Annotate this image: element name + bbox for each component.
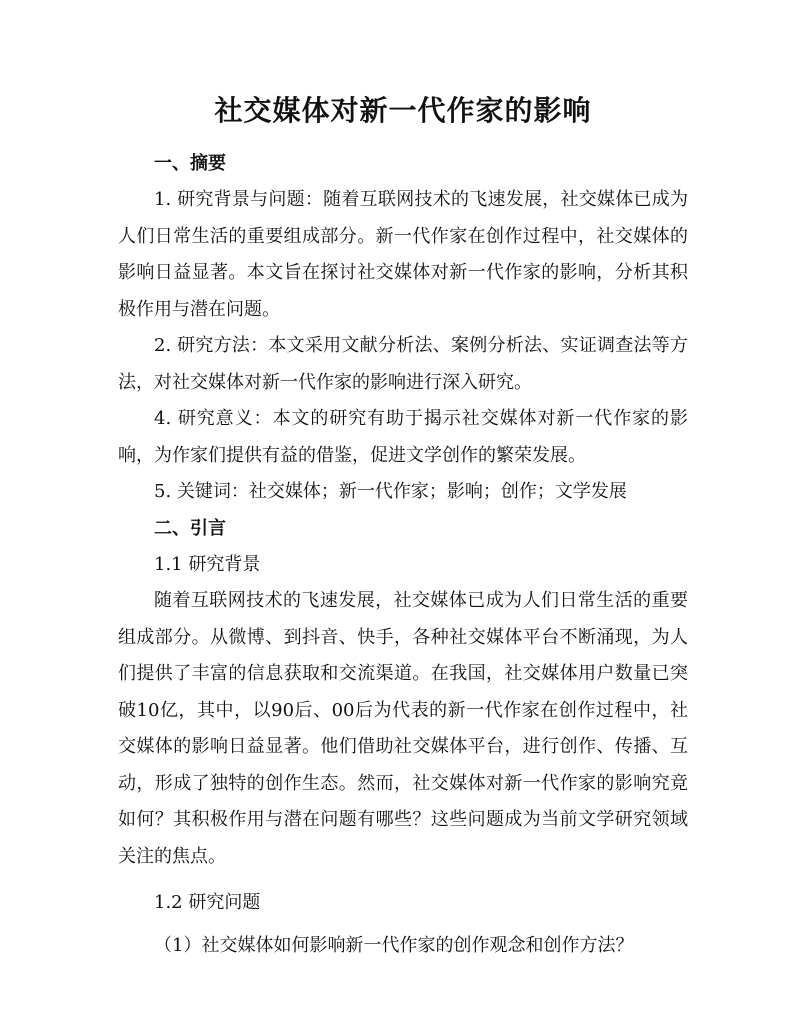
intro-heading: 二、引言 <box>154 517 226 539</box>
abstract-item: 1. 研究背景与问题：随着互联网技术的飞速发展，社交媒体已成为人们日常生活的重要组成部分。新一代作家在创作过程中，社交媒体的影响日益显著。本文旨在探讨社交媒体对新一代作家的影响，分析其积极作用与潜在问题。 <box>118 189 688 320</box>
document-title: 社交媒体对新一代作家的影响 <box>214 94 592 127</box>
subsection-heading: 1.2 研究问题 <box>154 892 261 913</box>
abstract-item: 5. 关键词：社交媒体；新一代作家；影响；创作；文学发展 <box>154 481 627 502</box>
abstract-item: 2. 研究方法：本文采用文献分析法、案例分析法、实证调查法等方法，对社交媒体对新一代作家的影响进行深入研究。 <box>118 335 688 393</box>
research-question: （1）社交媒体如何影响新一代作家的创作观念和创作方法？ <box>154 934 634 956</box>
abstract-heading: 一、摘要 <box>154 153 226 174</box>
abstract-item: 4. 研究意义：本文的研究有助于揭示社交媒体对新一代作家的影响，为作家们提供有益的借鉴，促进文学创作的繁荣发展。 <box>118 408 688 466</box>
subsection-heading: 1.1 研究背景 <box>154 553 261 575</box>
document-page <box>118 84 688 964</box>
body-paragraph: 随着互联网技术的飞速发展，社交媒体已成为人们日常生活的重要组成部分。从微博、到抖音、快手，各种社交媒体平台不断涌现，为人们提供了丰富的信息获取和交流渠道。在我国，社交媒体用户数量已突破10亿，其中，以90后、00后为代表的新一代作家在创作过程中，社交媒体的影响日益显著。他们借助社交媒体平台，进行创作、传播、互动，形成了独特的创作生态。然而，社交媒体对新一代作家的影响究竟如何？其积极作用与潜在问题有哪些？这些问题成为当前文学研究领域关注的焦点。 <box>118 590 688 867</box>
